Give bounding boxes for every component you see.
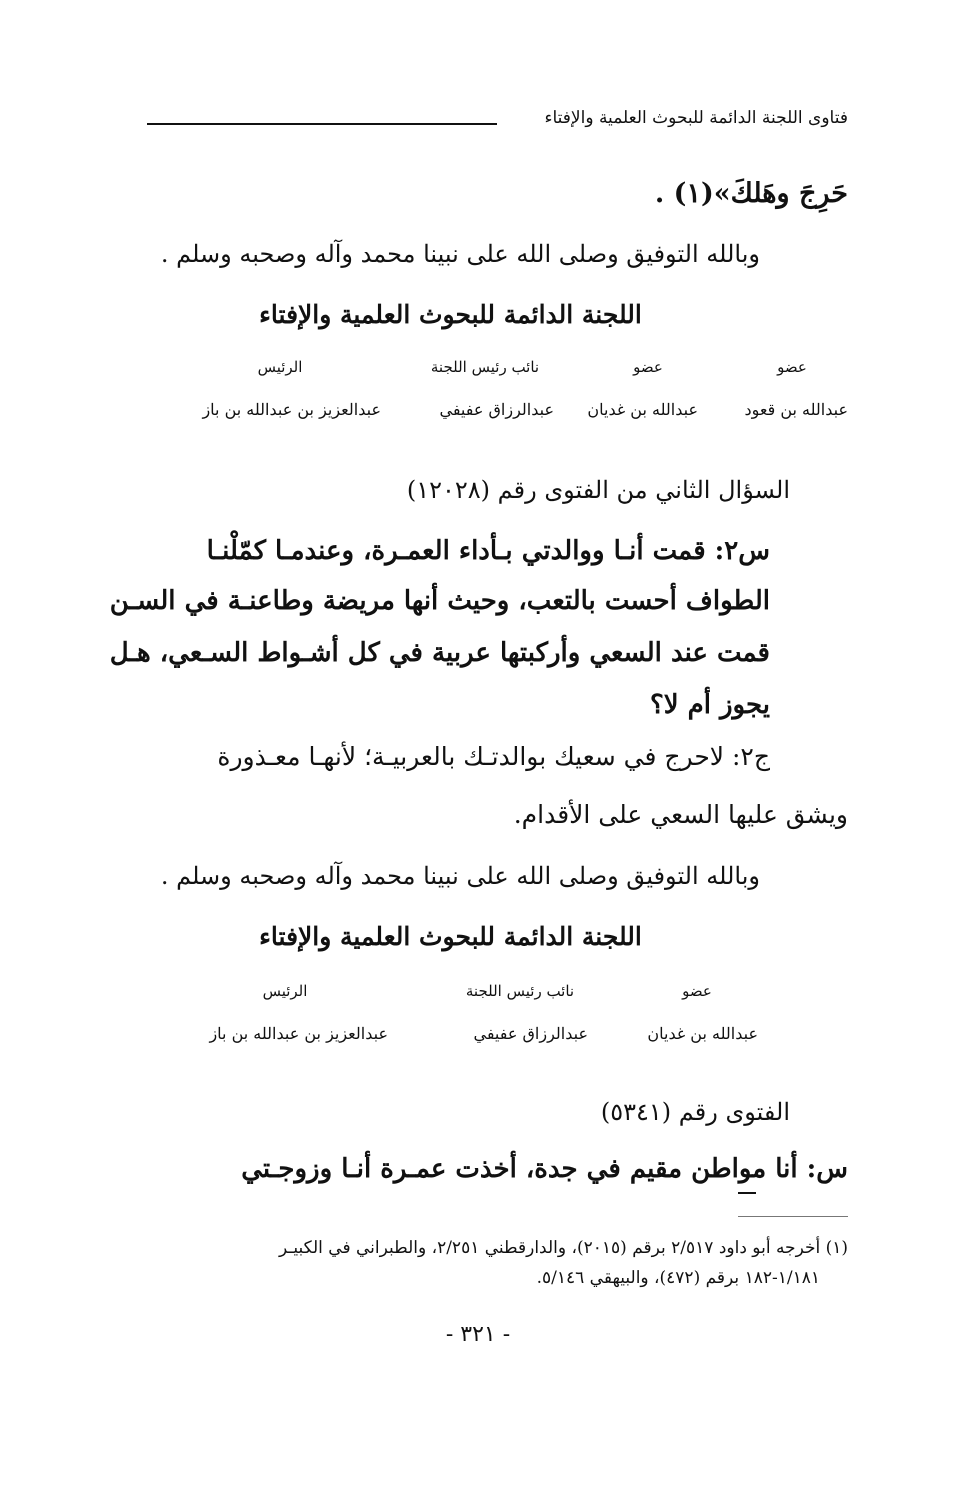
signatory-role: نائب رئيس اللجنة [465, 982, 575, 1000]
footnote-line: (١) أخرجه أبو داود ٢/٥١٧ برقم (٢٠١٥)، والدارقطني ٢/٢٥١، والطبراني في الكبيـر [278, 1238, 848, 1258]
signatory-name: عبدالرزاق عفيفي [439, 400, 554, 419]
page-number: - ٣٢١ - [445, 1322, 511, 1347]
answer-line: ويشق عليها السعي على الأقدام. [513, 800, 848, 829]
signatory-role: نائب رئيس اللجنة [430, 358, 540, 376]
footnote-separator [738, 1216, 848, 1217]
closing-formula-1: وبالله التوفيق وصلى الله على نبينا محمد وآله وصحبه وسلم . [160, 240, 760, 268]
question-line: قمت عند السعي وأركبتها عربية في كل أشـواط السـعي، هـل [109, 638, 770, 668]
question-line: يجوز أم لا؟ [649, 690, 770, 720]
text-underline [738, 1192, 756, 1194]
signatory-name: عبدالعزيز بن عبدالله بن باز [209, 1024, 388, 1043]
signatory-name: عبدالله بن غديان [587, 400, 698, 419]
signatory-name: عبدالرزاق عفيفي [473, 1024, 588, 1043]
continuation-text: حَرِجَ وهَلكَ»(١) . [654, 178, 848, 209]
signatory-name: عبدالله بن غديان [647, 1024, 758, 1043]
signatory-name: عبدالله بن قعود [744, 400, 848, 419]
signatory-role: الرئيس [262, 982, 308, 1000]
committee-heading-1: اللجنة الدائمة للبحوث العلمية والإفتاء [259, 300, 642, 329]
footnote-line: ١/١٨١-١٨٢ برقم (٤٧٢)، والبيهقي ٥/١٤٦. [536, 1268, 820, 1288]
signatory-name: عبدالعزيز بن عبدالله بن باز [202, 400, 381, 419]
running-header: فتاوى اللجنة الدائمة للبحوث العلمية والإفتاء [544, 108, 848, 128]
signatory-role: الرئيس [257, 358, 303, 376]
closing-formula-2: وبالله التوفيق وصلى الله على نبينا محمد وآله وصحبه وسلم . [160, 862, 760, 890]
committee-heading-2: اللجنة الدائمة للبحوث العلمية والإفتاء [259, 922, 642, 951]
question-line: س٢: قمت أنـا ووالدتي بـأداء العمـرة، وعندمـا كمّلْنـا [206, 536, 770, 566]
fatwa-reference-2: الفتوى رقم (٥٣٤١) [600, 1098, 790, 1126]
fatwa-reference-1: السؤال الثاني من الفتوى رقم (١٢٠٢٨) [406, 476, 790, 504]
question-line: س: أنا مواطن مقيم في جدة، أخذت عمـرة أنـا وزوجـتي [241, 1154, 848, 1184]
signatory-role: عضو [777, 358, 807, 376]
signatory-role: عضو [682, 982, 712, 1000]
answer-line: ج٢: لاحرج في سعيك بوالدتـك بالعربيـة؛ لأنهـا معـذورة [217, 742, 770, 771]
header-rule [147, 123, 497, 125]
question-line: الطواف أحست بالتعب، وحيث أنها مريضة وطاعنـة في السـن [109, 586, 770, 616]
signatory-role: عضو [633, 358, 663, 376]
